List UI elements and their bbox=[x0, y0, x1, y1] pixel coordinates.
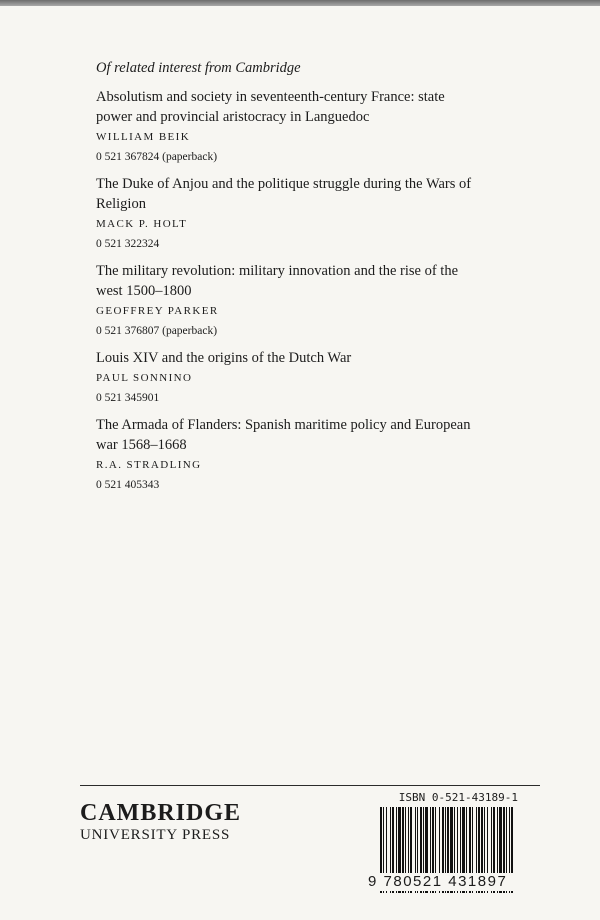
book-entry bbox=[96, 174, 516, 251]
isbn-label: ISBN 0-521-43189-1 bbox=[398, 791, 518, 804]
book-title-line: west 1500–1800 bbox=[96, 283, 192, 299]
publisher-name: CAMBRIDGE bbox=[80, 800, 242, 826]
book-entry bbox=[96, 261, 516, 338]
book-entry bbox=[96, 348, 516, 405]
book-author: WILLIAM BEIK bbox=[96, 131, 191, 143]
book-title-line: war 1568–1668 bbox=[96, 437, 187, 453]
book-title-line: Absolutism and society in seventeenth-century France: state bbox=[96, 89, 445, 105]
book-title bbox=[96, 174, 516, 214]
ean-digits: 9 780521 431897 bbox=[368, 873, 518, 891]
book-isbn: 0 521 376807 (paperback) bbox=[96, 325, 218, 337]
book-isbn: 0 521 322324 bbox=[96, 238, 160, 250]
publisher-subtitle: UNIVERSITY PRESS bbox=[80, 827, 231, 843]
page-top-edge bbox=[0, 0, 600, 6]
book-title-line: The Armada of Flanders: Spanish maritime policy and European bbox=[96, 417, 471, 433]
related-books-section bbox=[96, 60, 516, 502]
book-title bbox=[96, 261, 516, 301]
book-entry bbox=[96, 87, 516, 164]
book-title-line: Louis XIV and the origins of the Dutch War bbox=[96, 350, 352, 366]
book-isbn: 0 521 345901 bbox=[96, 392, 160, 404]
book-title-line: The Duke of Anjou and the politique struggle during the Wars of bbox=[96, 176, 472, 192]
book-entry bbox=[96, 415, 516, 492]
book-title bbox=[96, 87, 516, 127]
book-title-line: Religion bbox=[96, 196, 146, 212]
book-author: MACK P. HOLT bbox=[96, 218, 188, 230]
book-author: PAUL SONNINO bbox=[96, 372, 193, 384]
book-isbn: 0 521 405343 bbox=[96, 479, 160, 491]
book-title-line: The military revolution: military innovation and the rise of the bbox=[96, 263, 459, 279]
footer-divider bbox=[80, 785, 540, 786]
section-heading: Of related interest from Cambridge bbox=[96, 60, 301, 76]
book-title bbox=[96, 348, 516, 368]
publisher-logo bbox=[80, 800, 241, 844]
book-title bbox=[96, 415, 516, 455]
book-isbn: 0 521 367824 (paperback) bbox=[96, 151, 218, 163]
barcode-block bbox=[368, 791, 518, 897]
book-title-line: power and provincial aristocracy in Languedoc bbox=[96, 109, 370, 125]
book-author: R.A. STRADLING bbox=[96, 459, 202, 471]
book-author: GEOFFREY PARKER bbox=[96, 305, 219, 317]
barcode bbox=[368, 807, 518, 897]
